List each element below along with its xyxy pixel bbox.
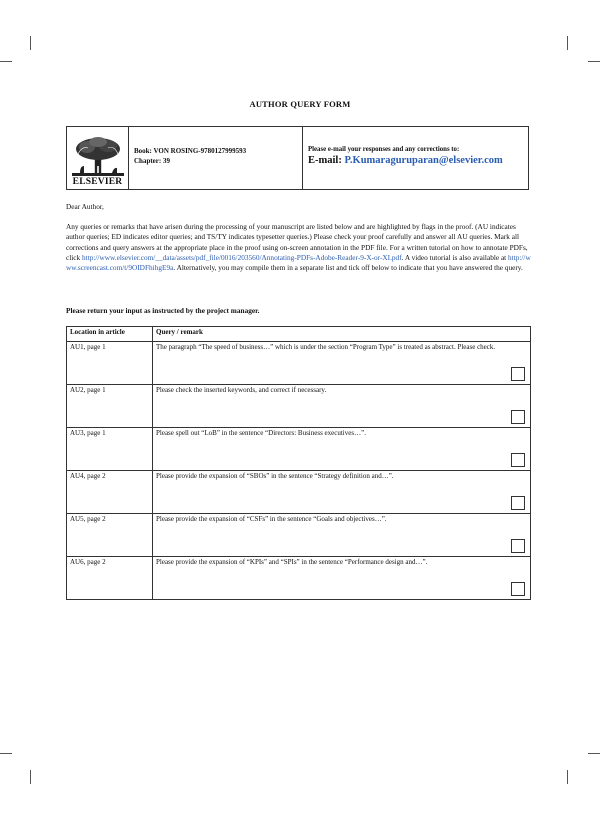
query-location: AU2, page 1 (67, 385, 153, 428)
form-title: AUTHOR QUERY FORM (249, 99, 351, 109)
table-row (67, 557, 531, 600)
email-line (308, 155, 528, 166)
table-row (67, 385, 531, 428)
chapter-line: Chapter: 39 (134, 157, 170, 165)
crop-mark (567, 36, 568, 50)
query-location: AU4, page 2 (67, 471, 153, 514)
query-location: AU6, page 2 (67, 557, 153, 600)
email-link[interactable]: P.Kumaraguruparan@elsevier.com (344, 155, 503, 166)
contact-info (303, 127, 528, 189)
email-label: E-mail: (308, 155, 342, 166)
answered-checkbox[interactable] (511, 496, 525, 510)
query-remark-text: The paragraph “The speed of business…” which is under the section “Program Type” is treated as abstract. Please check. (156, 343, 496, 351)
table-row (67, 471, 531, 514)
book-line: Book: VON ROSING-9780127999593 (134, 147, 247, 155)
query-remark (153, 342, 531, 385)
answered-checkbox[interactable] (511, 410, 525, 424)
query-location: AU5, page 2 (67, 514, 153, 557)
query-location: AU3, page 1 (67, 428, 153, 471)
table-header-row (67, 327, 531, 342)
crop-mark (30, 36, 31, 50)
crop-mark (588, 61, 600, 62)
query-remark-text: Please provide the expansion of “KPIs” and “SPIs” in the sentence “Performance design and…”. (156, 558, 428, 566)
book-info (129, 127, 303, 189)
annotation-tutorial-link[interactable]: http://www.elsevier.com/__data/assets/pdf_file/0016/203560/Annotating-PDFs-Adobe-Reader-9-X-or-XI.pdf (82, 252, 402, 262)
tree-emblem-icon (72, 136, 124, 176)
greeting: Dear Author, (66, 202, 104, 211)
query-remark (153, 385, 531, 428)
answered-checkbox[interactable] (511, 582, 525, 596)
query-remark (153, 557, 531, 600)
query-remark (153, 514, 531, 557)
table-row (67, 514, 531, 557)
intro-paragraph (66, 222, 531, 273)
publisher-logo-text: ELSEVIER (72, 177, 123, 187)
intro-text: Any queries or remarks that have arisen during the processing of your manuscript are listed below and are highlighted by flags in the proof. (AU indicates author queries; ED indicates editor queries; and TS/TY indicates typesetter queries.) Please check your proof carefully and answer all AU queries. Mark all corrections and query answers at the appropriate place in the proof using on-screen annotation in the PDF file. For a written tutorial on how to annotate PDFs, click (66, 222, 528, 262)
return-note: Please return your input as instructed by the project manager. (66, 306, 260, 315)
table-row (67, 428, 531, 471)
crop-mark (0, 61, 12, 62)
query-remark-text: Please spell out “LoB” in the sentence “Directors: Business executives…”. (156, 429, 366, 437)
crop-mark (567, 770, 568, 784)
column-header: Location in article (67, 327, 153, 342)
answered-checkbox[interactable] (511, 453, 525, 467)
query-remark-text: Please check the inserted keywords, and correct if necessary. (156, 386, 327, 394)
intro-text: . Alternatively, you may compile them in a separate list and tick off below to indicate that you have answered the query. (173, 263, 523, 273)
answered-checkbox[interactable] (511, 367, 525, 381)
intro-text: . A video tutorial is also available at (401, 252, 509, 262)
query-remark (153, 471, 531, 514)
crop-mark (0, 753, 12, 754)
table-row (67, 342, 531, 385)
publisher-logo (67, 127, 129, 189)
query-remark-text: Please provide the expansion of “CSFs” in the sentence “Goals and objectives…”. (156, 515, 387, 523)
column-header: Query / remark (153, 327, 531, 342)
email-instruction: Please e-mail your responses and any corrections to: (308, 146, 460, 153)
crop-mark (30, 770, 31, 784)
answered-checkbox[interactable] (511, 539, 525, 553)
query-table (66, 326, 531, 600)
query-remark-text: Please provide the expansion of “SBOs” in the sentence “Strategy definition and…”. (156, 472, 394, 480)
crop-mark (588, 753, 600, 754)
form-header (66, 126, 529, 190)
query-location: AU1, page 1 (67, 342, 153, 385)
query-remark (153, 428, 531, 471)
video-tutorial-link[interactable]: http://www.screencast.com/t/9OIDFhihgE9a (66, 252, 531, 273)
